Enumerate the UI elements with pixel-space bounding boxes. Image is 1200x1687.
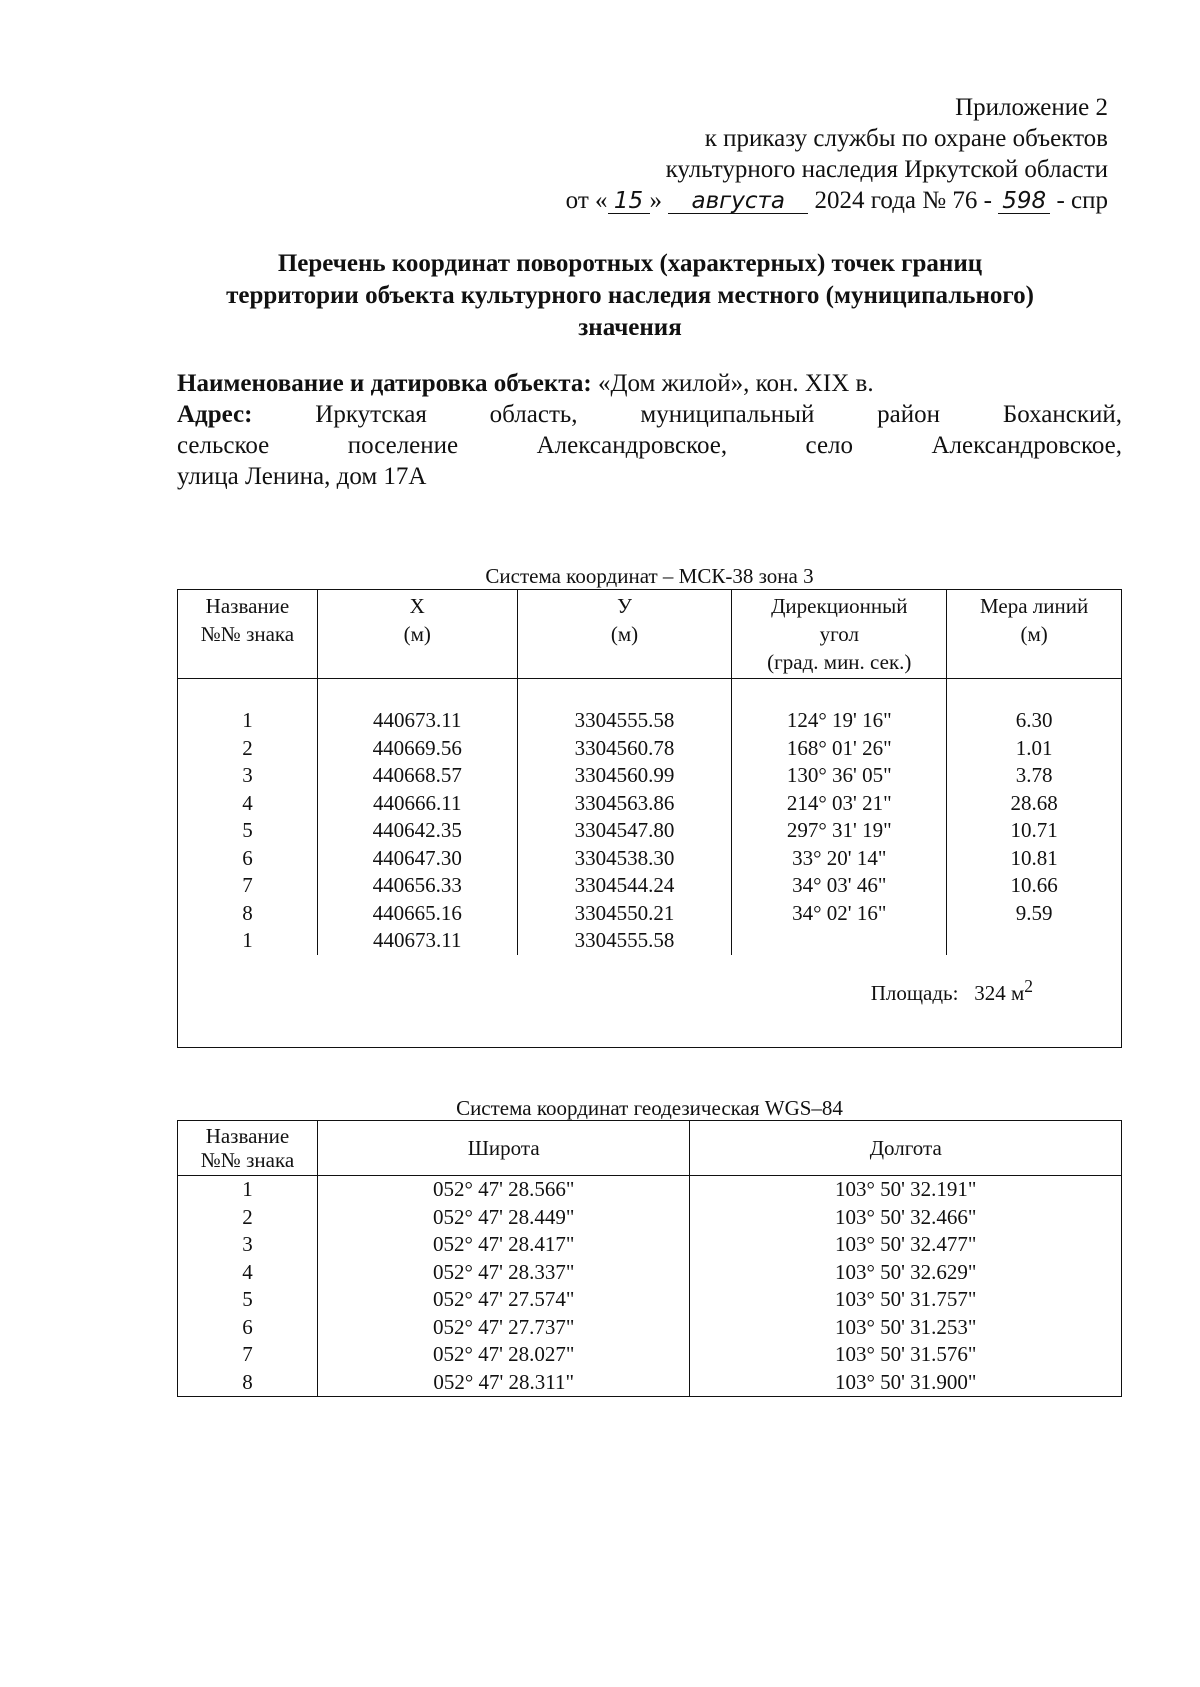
area-row [178,955,1122,1048]
msk-caption: Система координат – МСК-38 зона 3 [485,564,814,588]
table-row: 7 440656.33 3304544.24 34° 03' 46" 10.66 [178,872,1122,900]
object-name-line [177,368,1122,399]
authority-line: культурного наследия Иркутской области [665,156,1108,183]
order-date-line: от « 15 » августа 2024 года № 76 - 598 - спр [565,187,1108,214]
table-row: 1 052° 47' 28.566" 103° 50' 32.191" [178,1176,1122,1204]
header-angle: Дирекционный угол (град. мин. сек.) [732,590,947,679]
table-row: 2 440669.56 3304560.78 168° 01' 26" 1.01 [178,735,1122,763]
table-row: 4 440666.11 3304563.86 214° 03' 21" 28.68 [178,790,1122,818]
object-name-value: «Дом жилой», кон. XIX в. [597,370,874,397]
table-row: 6 440647.30 3304538.30 33° 20' 14" 10.81 [178,845,1122,873]
wgs84-coordinates-table [177,1120,1122,1397]
area-unit-exponent: 2 [1024,975,1033,996]
table-row: 8 440665.16 3304550.21 34° 02' 16" 9.59 [178,900,1122,928]
table-row: 5 440642.35 3304547.80 297° 31' 19" 10.71 [178,817,1122,845]
header-point-name: Название №№ знака [178,1121,318,1176]
address-line-1: Адрес: Иркутская область, муниципальный район Боханский, [177,401,1123,428]
area-label: Площадь: [870,980,959,1005]
address-line-2: сельское поселение Александровское, село Александровское, [177,432,1122,459]
order-reference-line: к приказу службы по охране объектов [704,125,1108,152]
table-row: 3 052° 47' 28.417" 103° 50' 32.477" [178,1231,1122,1259]
table-row: 1 440673.11 3304555.58 124° 19' 16" 6.30 [178,707,1122,735]
handwritten-day: 15 [608,189,650,214]
object-info [177,368,1122,492]
table-row: 6 052° 47' 27.737" 103° 50' 31.253" [178,1314,1122,1342]
header-line-length: Мера линий (м) [947,590,1122,679]
table-row: 8 052° 47' 28.311" 103° 50' 31.900" [178,1369,1122,1397]
address-label: Адрес: [177,401,253,428]
appendix-header [566,92,1108,216]
header-point-name: Название №№ знака [178,590,318,679]
area-value: 324 м [974,980,1025,1005]
appendix-label: Приложение 2 [955,94,1108,121]
table-row: 3 440668.57 3304560.99 130° 36' 05" 3.78 [178,762,1122,790]
wgs-caption: Система координат геодезическая WGS–84 [456,1096,843,1120]
table-header-row [178,1121,1122,1176]
handwritten-month: августа [668,189,808,214]
table-row: 5 052° 47' 27.574" 103° 50' 31.757" [178,1286,1122,1314]
address-line-3: улица Ленина, дом 17А [177,463,427,490]
table-row: 7 052° 47' 28.027" 103° 50' 31.576" [178,1341,1122,1369]
table-header-row [178,590,1122,679]
header-latitude: Широта [317,1121,690,1176]
table-row: 1 440673.11 3304555.58 [178,927,1122,955]
msk-coordinates-table [177,589,1122,1048]
document-title: Перечень координат поворотных (характерных) точек границ территории объекта культурного наследия местного (муниципального) значения [226,250,1034,341]
header-y: У (м) [517,590,732,679]
table-row: 4 052° 47' 28.337" 103° 50' 32.629" [178,1259,1122,1287]
handwritten-order-number: 598 [998,189,1050,214]
table-row: 2 052° 47' 28.449" 103° 50' 32.466" [178,1204,1122,1232]
header-longitude: Долгота [690,1121,1122,1176]
object-name-label: Наименование и датировка объекта: [177,370,592,397]
header-x: X (м) [317,590,517,679]
